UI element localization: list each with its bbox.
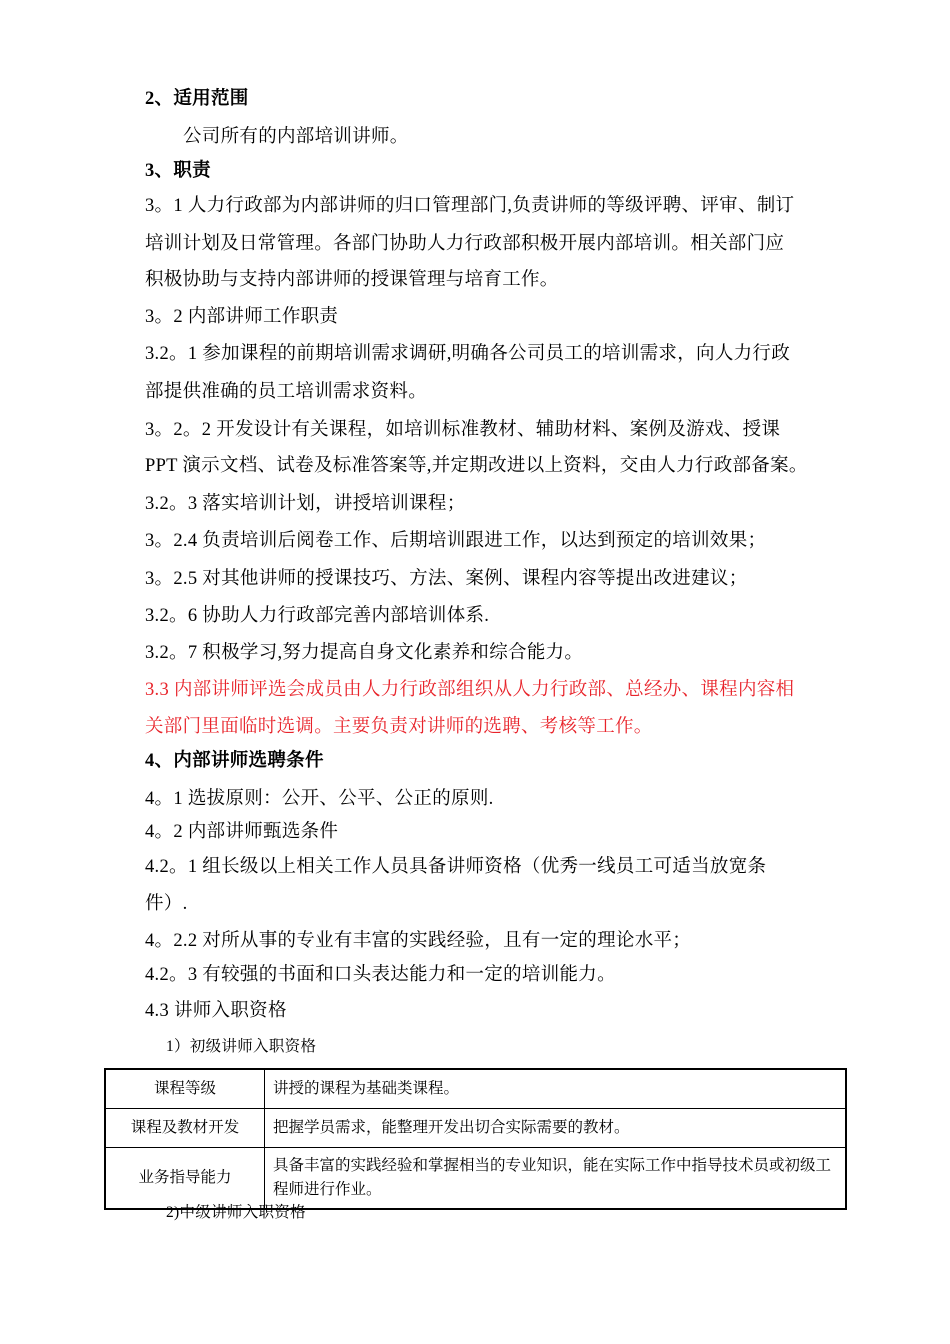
paragraph-line: 4。1 选拔原则：公开、公平、公正的原则. <box>145 789 494 809</box>
paragraph-line: 3.2。6 协助人力行政部完善内部培训体系. <box>145 606 490 626</box>
highlighted-paragraph-line: 3.3 内部讲师评选会成员由人力行政部组织从人力行政部、总经办、课程内容相 <box>145 680 795 700</box>
paragraph-line: 4。2 内部讲师甄选条件 <box>145 822 339 842</box>
highlighted-paragraph-line: 关部门里面临时选调。主要负责对讲师的选聘、考核等工作。 <box>145 717 653 737</box>
table-row <box>105 1069 846 1109</box>
next-table-caption: 2)中级讲师入职资格 <box>166 1204 306 1221</box>
table-caption: 1）初级讲师入职资格 <box>166 1038 317 1055</box>
section-heading-scope: 2、适用范围 <box>145 89 249 109</box>
paragraph-line: 3.2。1 参加课程的前期培训需求调研,明确各公司员工的培训需求，向人力行政 <box>145 344 791 364</box>
row-label: 课程等级 <box>105 1069 265 1109</box>
subheading-entry-qualification: 4.3 讲师入职资格 <box>145 1001 287 1021</box>
paragraph-line: 4.2。3 有较强的书面和口头表达能力和一定的培训能力。 <box>145 965 616 985</box>
subheading-lecturer-duties: 3。2 内部讲师工作职责 <box>145 307 339 327</box>
paragraph-line: 3。2.5 对其他讲师的授课技巧、方法、案例、课程内容等提出改进建议； <box>145 569 748 589</box>
table-row <box>105 1109 846 1148</box>
paragraph-line: 3。2。2 开发设计有关课程，如培训标准教材、辅助材料、案例及游戏、授课 <box>145 420 781 440</box>
paragraph-line: 件）. <box>145 894 188 914</box>
paragraph-line: PPT 演示文档、试卷及标准答案等,并定期改进以上资料，交由人力行政部备案。 <box>145 456 808 476</box>
paragraph-line: 3.2。3 落实培训计划，讲授培训课程； <box>145 494 466 514</box>
paragraph-line: 培训计划及日常管理。各部门协助人力行政部积极开展内部培训。相关部门应 <box>145 234 785 254</box>
paragraph-line: 3.2。7 积极学习,努力提高自身文化素养和综合能力。 <box>145 643 584 663</box>
section-heading-selection: 4、内部讲师选聘条件 <box>145 751 324 771</box>
paragraph-line: 3。1 人力行政部为内部讲师的归口管理部门,负责讲师的等级评聘、评审、制订 <box>145 196 795 216</box>
junior-lecturer-qualification-table <box>104 1068 847 1210</box>
section-heading-duties: 3、职责 <box>145 161 211 181</box>
row-content: 讲授的课程为基础类课程。 <box>265 1069 847 1109</box>
row-label: 业务指导能力 <box>105 1148 265 1210</box>
row-label: 课程及教材开发 <box>105 1109 265 1148</box>
paragraph-line: 4。2.2 对所从事的专业有丰富的实践经验，且有一定的理论水平； <box>145 931 692 951</box>
scope-paragraph: 公司所有的内部培训讲师。 <box>183 127 409 147</box>
paragraph-line: 积极协助与支持内部讲师的授课管理与培育工作。 <box>145 270 559 290</box>
paragraph-line: 4.2。1 组长级以上相关工作人员具备讲师资格（优秀一线员工可适当放宽条 <box>145 857 767 877</box>
paragraph-line: 3。2.4 负责培训后阅卷工作、后期培训跟进工作，以达到预定的培训效果； <box>145 531 767 551</box>
paragraph-line: 部提供准确的员工培训需求资料。 <box>145 382 428 402</box>
row-content: 具备丰富的实践经验和掌握相当的专业知识，能在实际工作中指导技术员或初级工程师进行作业。 <box>265 1148 847 1210</box>
row-content: 把握学员需求，能整理开发出切合实际需要的教材。 <box>265 1109 847 1148</box>
